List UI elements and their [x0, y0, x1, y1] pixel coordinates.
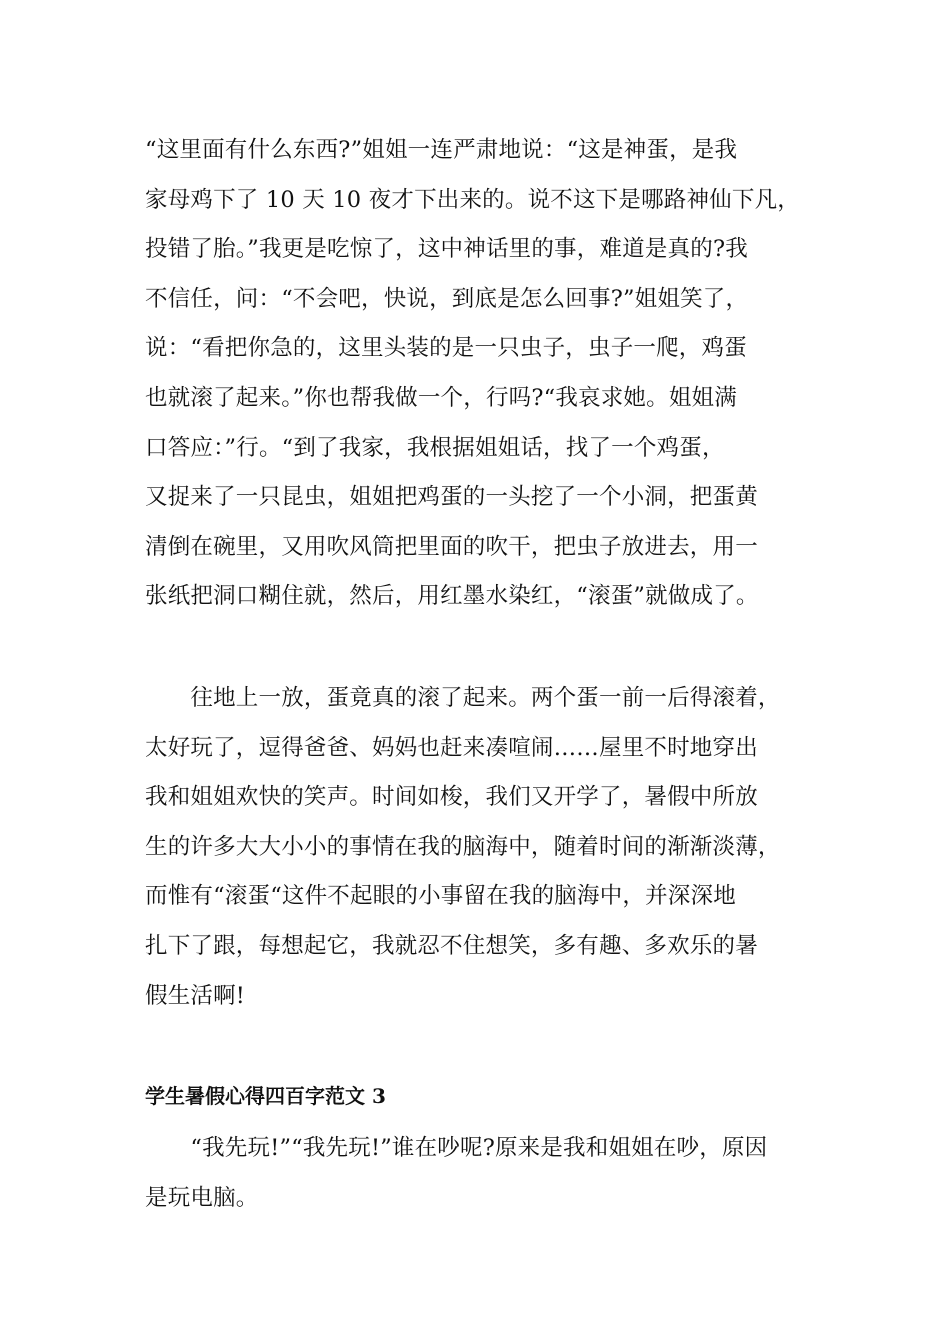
paragraph-line: 往地上一放，蛋竟真的滚了起来。两个蛋一前一后得滚着， — [145, 685, 781, 711]
paragraph-line: “我先玩!”“我先玩!”谁在吵呢?原来是我和姐姐在吵，原因 — [145, 1135, 768, 1161]
paragraph-line: 不信任，问：“不会吧，快说，到底是怎么回事?”姐姐笑了， — [145, 285, 749, 312]
paragraph-3 — [145, 1124, 845, 1223]
paragraph-line: 太好玩了，逗得爸爸、妈妈也赶来凑喧闹……屋里不时地穿出 — [145, 734, 758, 761]
paragraph-line: 而惟有“滚蛋“这件不起眼的小事留在我的脑海中，并深深地 — [145, 883, 736, 910]
paragraph-line: 假生活啊! — [145, 982, 246, 1009]
paragraph-1 — [145, 126, 845, 622]
paragraph-line: 是玩电脑。 — [145, 1184, 259, 1211]
paragraph-line: 扎下了跟，每想起它，我就忍不住想笑，多有趣、多欢乐的暑 — [145, 932, 758, 959]
paragraph-line: 投错了胎。”我更是吃惊了，这中神话里的事，难道是真的?我 — [145, 236, 748, 263]
paragraph-line: 口答应：”行。“到了我家，我根据姐姐话，找了一个鸡蛋， — [145, 434, 725, 461]
paragraph-line: 说：“看把你急的，这里头装的是一只虫子，虫子一爬，鸡蛋 — [145, 335, 747, 362]
paragraph-line: 也就滚了起来。”你也帮我做一个，行吗?“我哀求她。姐姐满 — [145, 384, 737, 411]
paragraph-line: “这里面有什么东西?”姐姐一连严肃地说：“这是神蛋，是我 — [145, 137, 738, 163]
section-heading: 学生暑假心得四百字范文 3 — [145, 1084, 386, 1108]
paragraph-line: 清倒在碗里，又用吹风筒把里面的吹干，把虫子放进去，用一 — [145, 533, 758, 560]
paragraph-line: 生的许多大大小小的事情在我的脑海中，随着时间的渐渐淡薄， — [145, 833, 781, 860]
paragraph-line: 张纸把洞口糊住就，然后，用红墨水染红，“滚蛋”就做成了。 — [145, 583, 759, 610]
paragraph-line: 家母鸡下了 10 天 10 夜才下出来的。说不这下是哪路神仙下凡， — [145, 186, 800, 213]
paragraph-2 — [145, 674, 845, 1021]
paragraph-line: 又捉来了一只昆虫，姐姐把鸡蛋的一头挖了一个小洞，把蛋黄 — [145, 484, 758, 511]
paragraph-line: 我和姐姐欢快的笑声。时间如梭，我们又开学了，暑假中所放 — [145, 784, 758, 811]
